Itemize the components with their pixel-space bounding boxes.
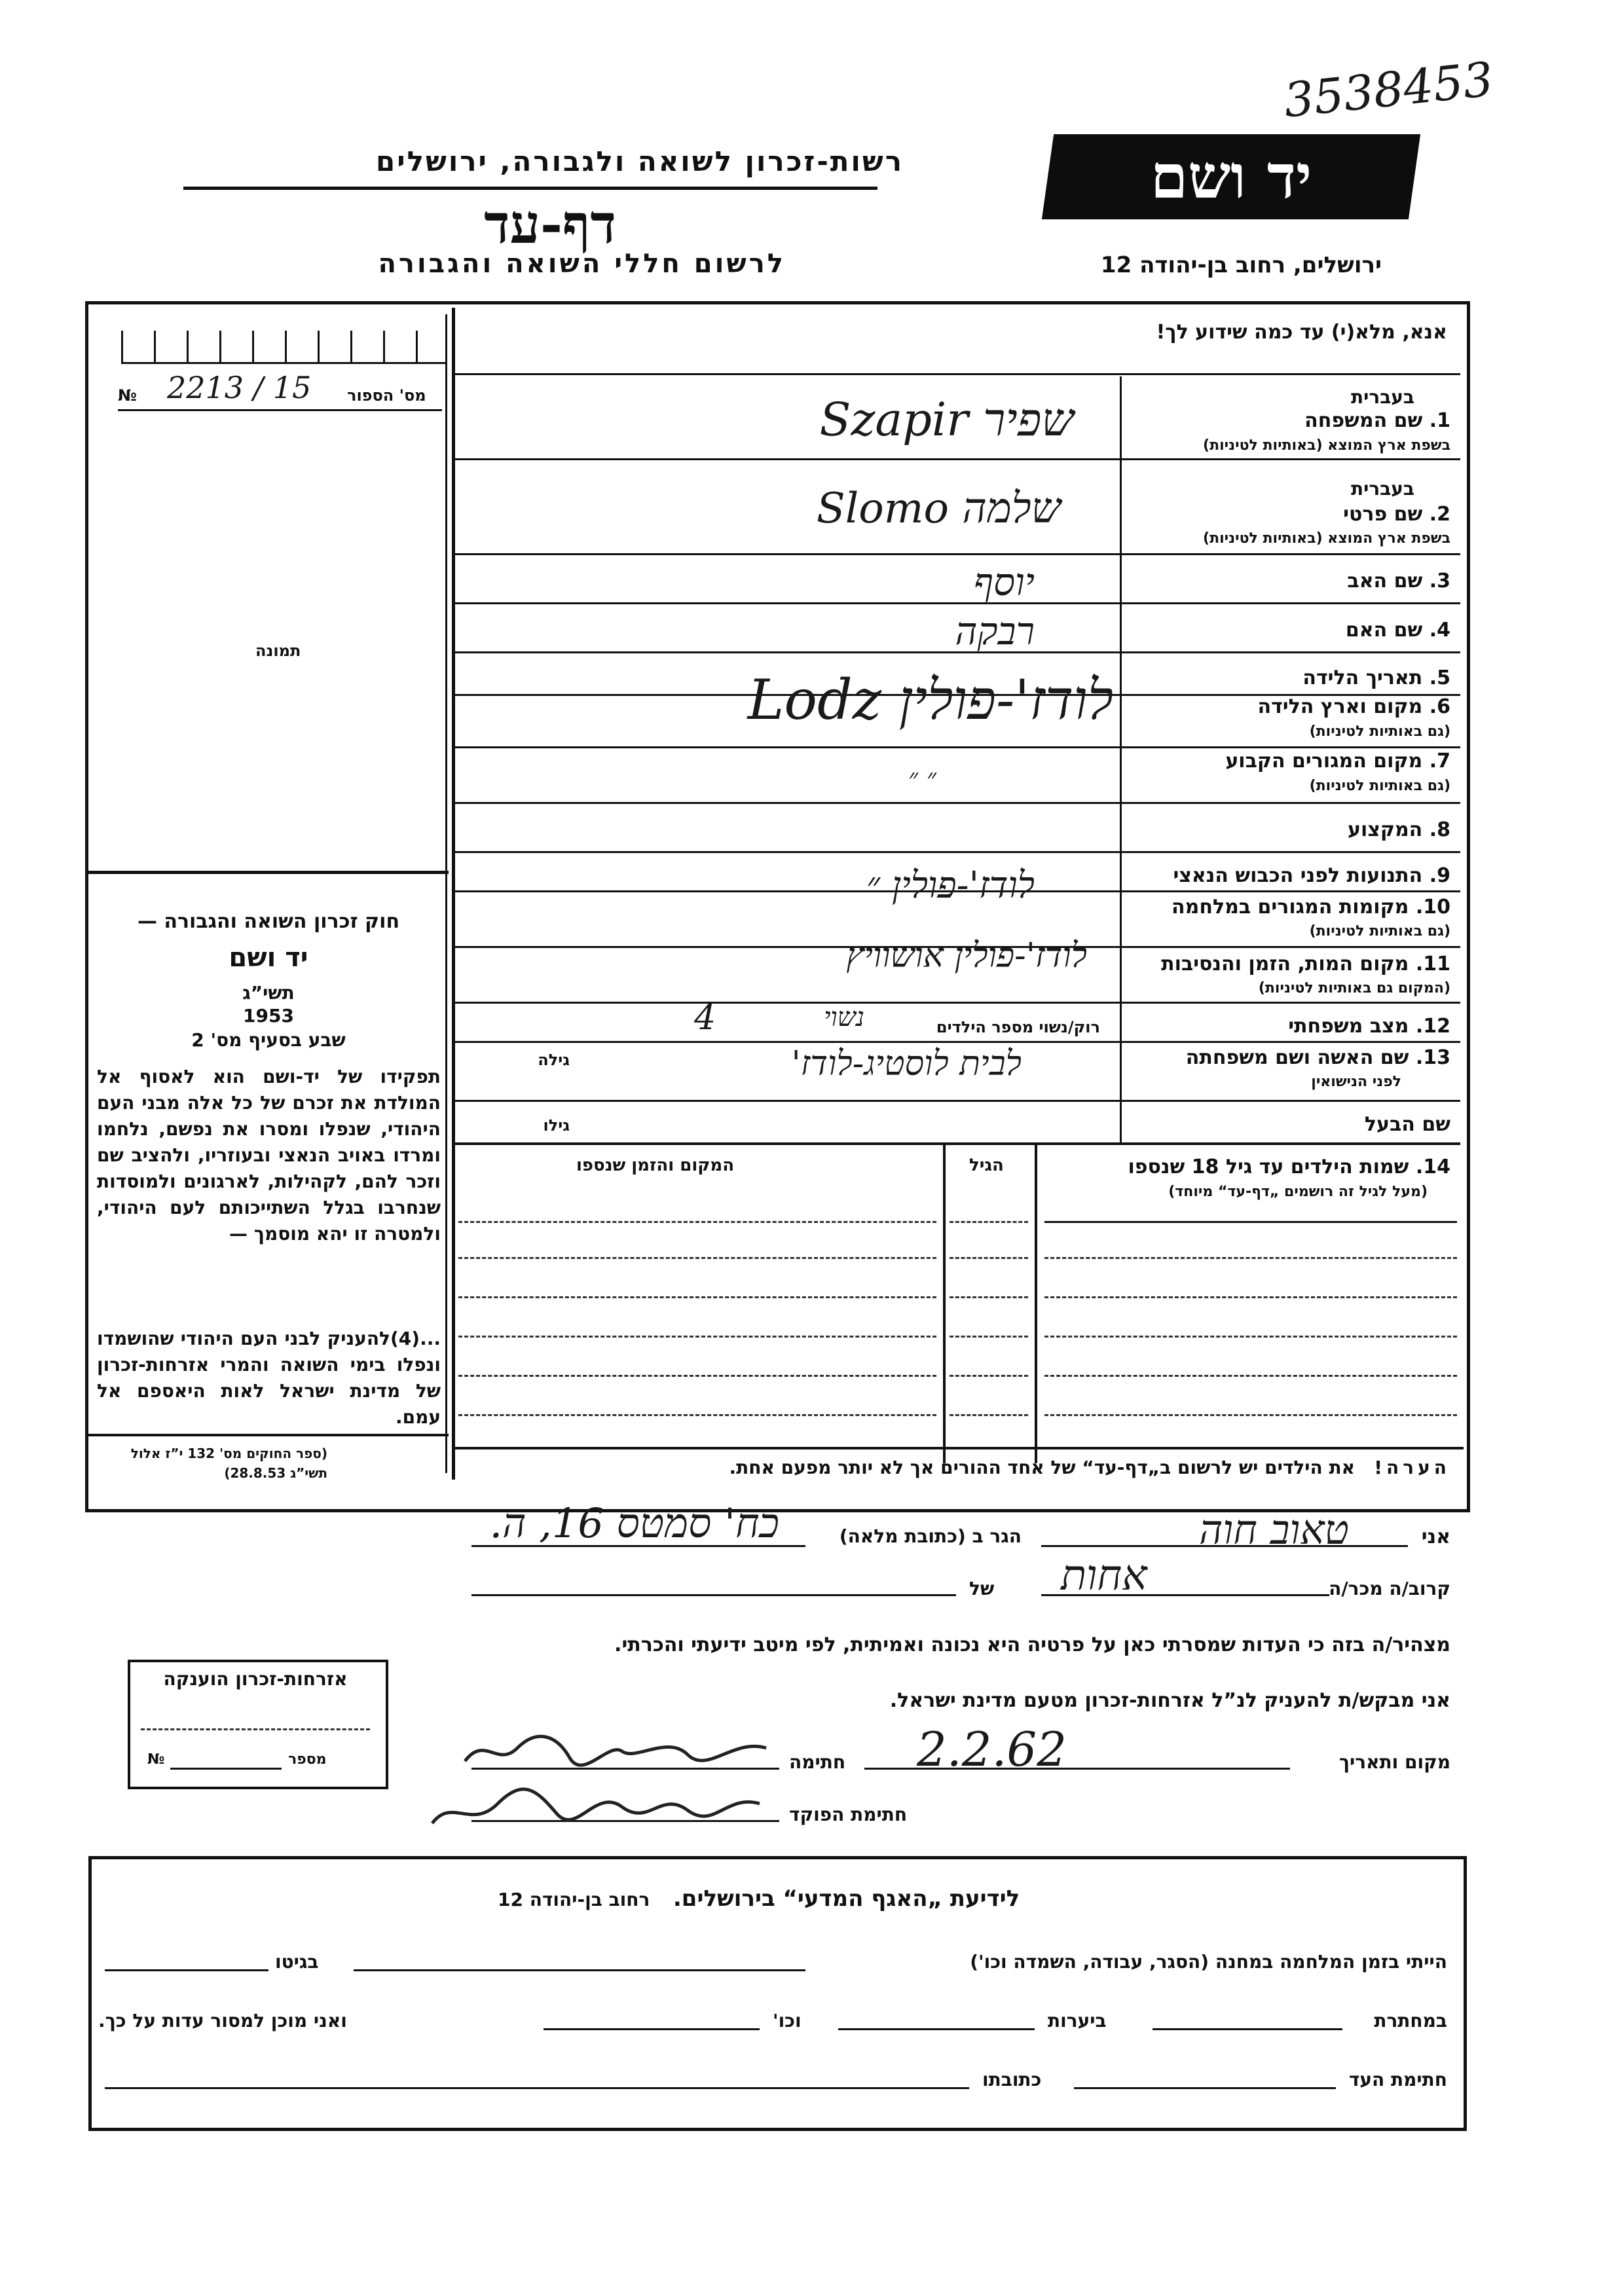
field-8-label: 8. המקצוע [1347, 818, 1450, 841]
children-col-divider [1035, 1142, 1037, 1463]
field-10-label: 10. מקומות המגורים במלחמה [1172, 896, 1450, 919]
decl-of: של [969, 1578, 995, 1599]
page-subtitle: לרשום חללי השואה והגבורה [378, 249, 786, 279]
decl-of-line [471, 1594, 956, 1596]
row-line [452, 746, 1460, 748]
citizenship-number-line [170, 1768, 282, 1770]
decl-resides: הגר ב (כתובת מלאה) [839, 1525, 1022, 1547]
footer-witness-sig: חתימת העד [1348, 2069, 1447, 2090]
law-bottom-line [88, 1434, 449, 1436]
field-13-sub: לפני הנישואין [1311, 1074, 1401, 1090]
official-signature [426, 1777, 766, 1836]
hebrew-column-label-2: בעברית [1350, 478, 1414, 500]
row-line [452, 802, 1460, 804]
decl-date: 2.2.62 [917, 1722, 1067, 1777]
page-title: דף-עד [484, 193, 616, 256]
law-year: 1953 [243, 1005, 294, 1027]
field-6-label: 6. מקום וארץ הלידה [1257, 695, 1450, 718]
field-1-label: 1. שם המשפחה [1304, 409, 1450, 432]
field-6-value: לודז'-פולין Lodz [747, 668, 1113, 732]
decl-statement: מצהיר/ה בזה כי העדות שמסרתי כאן על פרטיה היא נכונה ואמיתית, לפי מיטב ידיעתי והכרתי. [614, 1633, 1450, 1656]
children-label: 14. שמות הילדים עד גיל 18 שנספו [1128, 1156, 1450, 1178]
decl-relation: אחות [1061, 1552, 1147, 1600]
field-2-value: שלמה Slomo [816, 484, 1061, 533]
footer-underground: במחתרת [1374, 2010, 1447, 2032]
field-7-value: ״ ״ [908, 763, 936, 793]
serial-number: 2213 / 15 [167, 370, 312, 405]
document-number: 3538453 [1281, 51, 1496, 128]
intro-text: אנא, מלא(י) עד כמה שידוע לך! [1156, 321, 1447, 344]
field-1-value: שפיר Szapir [819, 393, 1074, 446]
law-year-hebrew: תשי”ג [242, 982, 295, 1004]
authority-name: רשות-זכרון לשואה ולגבורה, ירושלים [375, 145, 904, 177]
header-underline [183, 187, 877, 190]
field-9-label: 9. התנועות לפני הכבוש הנאצי [1173, 864, 1450, 887]
field-12-extra: רוק/נשוי מספר הילדים [936, 1018, 1100, 1036]
row-line [452, 1041, 1460, 1043]
note-text: את הילדים יש לרשום ב„דף-עד“ של אחד ההורים אך לא יותר מפעם אחת. [729, 1457, 1355, 1478]
note-label: הערה! [1374, 1457, 1450, 1478]
footer-title-text: לידיעת „האגף המדעי“ בירושלים. [673, 1886, 1020, 1912]
children-sub: (מעל לגיל זה רושמים „דף-עד“ מיוחד) [1168, 1184, 1428, 1200]
witness-signature [458, 1728, 773, 1774]
footer-line1: הייתי בזמן המלחמה במחנה (הסגר, עבודה, השמדה וכו') [970, 1951, 1447, 1973]
row-line [452, 602, 1460, 604]
fields-top-line [452, 373, 1460, 375]
row-line [452, 553, 1460, 555]
husband-age-label: גילו [543, 1116, 570, 1135]
children-col-divider [943, 1142, 946, 1463]
field-7-sub: (גם באותיות לטיניות) [1309, 778, 1450, 794]
footer-ghetto-line [105, 1969, 268, 1971]
footer-camp-line [354, 1969, 805, 1971]
law-clause: שבע בסעיף מס' 2 [191, 1029, 346, 1051]
field-13-age-label: גילה [538, 1051, 570, 1069]
field-2-sub: בשפת ארץ המוצא (באותיות לטיניות) [1203, 530, 1450, 547]
field-10-value: לודז'-פולין ״ [866, 864, 1035, 907]
law-body: תפקידו של יד-ושם הוא לאסוף אל המולדת את זכרם של כל אלה מבני העם היהודי, שנפלו ומסרו את נפשם, נלחמו ומרדו באויב הנאצי ובעוזריו, ולהציב שם וזכר להם, לקהילות, לארגונים ולמוסדות שנחרבו בגלל השתייכותם לעם היהודי, ולמטרה זו יהא מוסמך — [97, 1066, 441, 1245]
field-label-divider [1120, 376, 1122, 1142]
children-col-place: המקום והזמן שנספו [576, 1156, 735, 1175]
decl-place-date-label: מקום ותאריך [1338, 1751, 1450, 1773]
hebrew-column-label: בעברית [1350, 386, 1414, 408]
footer-forests: ביערות [1048, 2010, 1107, 2032]
field-13-value: לבית לוסטיג-לודז' [791, 1044, 1022, 1084]
field-11-sub: (המקום גם באותיות לטיניות) [1258, 980, 1450, 996]
field-1-sub: בשפת ארץ המוצא (באותיות לטיניות) [1203, 437, 1450, 454]
footer-address: רחוב בן-יהודה 12 [498, 1889, 650, 1910]
field-3-label: 3. שם האב [1347, 570, 1450, 592]
footer-testify: ואני מוכן למסור עדות על כך. [98, 2010, 347, 2032]
yad-vashem-logo [1042, 134, 1420, 219]
header-address: ירושלים, רחוב בן-יהודה 12 [1100, 252, 1382, 278]
photo-bottom-line [88, 871, 449, 874]
decl-name: טאוב חוה [1199, 1506, 1349, 1554]
law-reference: (ספר החוקים מס' 132 י”ז אלול תשי”ג 28.8.53) [130, 1446, 327, 1481]
field-2-label: 2. שם פרטי [1343, 503, 1450, 526]
field-12-value: נשוי [823, 1002, 864, 1032]
citizenship-number: מספר [288, 1751, 327, 1768]
serial-no-symbol: № [118, 386, 137, 405]
footer-underground-line [1153, 2028, 1342, 2030]
footer-ghetto: בגיטו [275, 1951, 319, 1973]
law-name: יד ושם [229, 943, 308, 973]
husband-label: שם הבעל [1364, 1113, 1450, 1136]
decl-relative: קרוב/ה מכר/ה [1329, 1578, 1450, 1599]
note-row [729, 1457, 1450, 1478]
row-line [452, 1142, 1460, 1145]
citizenship-no: № [147, 1751, 165, 1768]
citizenship-title: אזרחות-זכרון הוענקה [163, 1668, 348, 1690]
field-4-label: 4. שם האם [1345, 619, 1450, 642]
children-count: 4 [694, 998, 716, 1038]
field-6-sub: (גם באותיות לטיניות) [1309, 723, 1450, 740]
row-line [452, 851, 1460, 853]
logo-text: יד ושם [1150, 141, 1312, 212]
row-line [452, 458, 1460, 460]
footer-address-label: כתובתו [982, 2069, 1042, 2090]
children-bottom-line [452, 1447, 1464, 1449]
decl-ani: אני [1421, 1525, 1450, 1548]
serial-ticks [121, 324, 445, 363]
footer-etc: וכו' [773, 2010, 802, 2032]
footer-etc-line [544, 2028, 760, 2030]
left-column-divider-inner [445, 314, 447, 1473]
left-column-divider [452, 308, 455, 1480]
serial-label: מס' הספור [347, 386, 426, 405]
decl-official-sig-label: חתימת הפוקד [789, 1804, 908, 1825]
decl-address: כח' סמטס 16, ה. [489, 1499, 779, 1547]
field-3-value: יוסף [973, 560, 1035, 604]
serial-line [118, 409, 442, 411]
field-5-label: 5. תאריך הלידה [1302, 666, 1450, 689]
law-title: חוק זכרון השואה והגבורה — [137, 910, 400, 933]
decl-signature-label: חתימה [789, 1751, 846, 1773]
children-col-age: הגיל [969, 1156, 1004, 1175]
footer-address-line [105, 2087, 969, 2089]
footer-title [498, 1886, 1020, 1912]
row-line [452, 1002, 1460, 1004]
field-7-label: 7. מקום המגורים הקבוע [1225, 750, 1450, 773]
children-row [1044, 1221, 1457, 1223]
field-12-label: 12. מצב משפחתי [1288, 1015, 1450, 1038]
row-line [452, 1100, 1460, 1102]
field-10-sub: (גם באותיות לטיניות) [1309, 923, 1450, 939]
footer-forests-line [838, 2028, 1035, 2030]
field-11-value: לודז'-פולין אושוויץ [846, 936, 1087, 975]
law-body-2: ...(4)להעניק לבני העם היהודי שהושמדו ונפלו בימי השואה והמרי אזרחות-זכרון של מדינת ישראל לאות היאספם אל עמם. [97, 1328, 441, 1428]
field-4-value: רבקה [955, 609, 1035, 653]
footer-witness-line [1074, 2087, 1336, 2089]
field-13-label: 13. שם האשה ושם משפחתה [1185, 1046, 1450, 1069]
decl-request: אני מבקש/ת להעניק לנ”ל אזרחות-זכרון מטעם מדינת ישראל. [889, 1689, 1450, 1712]
photo-label: תמונה [255, 642, 301, 660]
field-11-label: 11. מקום המות, הזמן והנסיבות [1161, 953, 1450, 975]
